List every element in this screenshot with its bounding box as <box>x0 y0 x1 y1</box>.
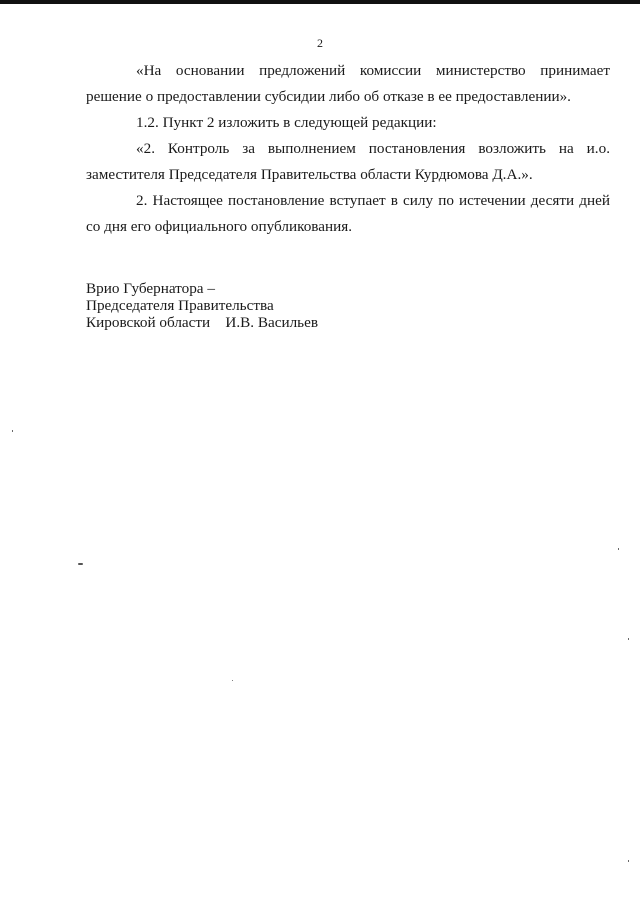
paragraph-commission-decision: «На основании предложений комиссии министерство принимает решение о предоставлении субсидии либо об отказе в ее предоставлении». <box>86 62 610 105</box>
document-body <box>86 58 610 240</box>
scan-speck <box>628 860 629 862</box>
paragraph-amend-point-2: 1.2. Пункт 2 изложить в следующей редакции: <box>136 114 437 131</box>
scan-top-border <box>0 0 640 4</box>
paragraph-effective-date: 2. Настоящее постановление вступает в силу по истечении десяти дней со дня его официального опубликования. <box>86 192 610 235</box>
scan-speck <box>78 563 83 565</box>
signature-title-line-3 <box>86 314 318 331</box>
signatory-name: И.В. Васильев <box>225 314 319 331</box>
paragraph-control-assignment: «2. Контроль за выполнением постановления возложить на и.о. заместителя Председателя Правительства области Курдюмова Д.А.». <box>86 140 610 183</box>
scan-speck <box>628 638 629 640</box>
scan-speck <box>12 430 13 432</box>
signature-title-line-2: Председателя Правительства <box>86 297 274 314</box>
scan-speck <box>618 548 619 550</box>
signature-title-line-1: Врио Губернатора – <box>86 280 215 297</box>
page-number: 2 <box>317 36 323 50</box>
scan-speck <box>232 680 233 681</box>
signature-region: Кировской области <box>86 314 211 331</box>
signature-block <box>86 280 318 331</box>
